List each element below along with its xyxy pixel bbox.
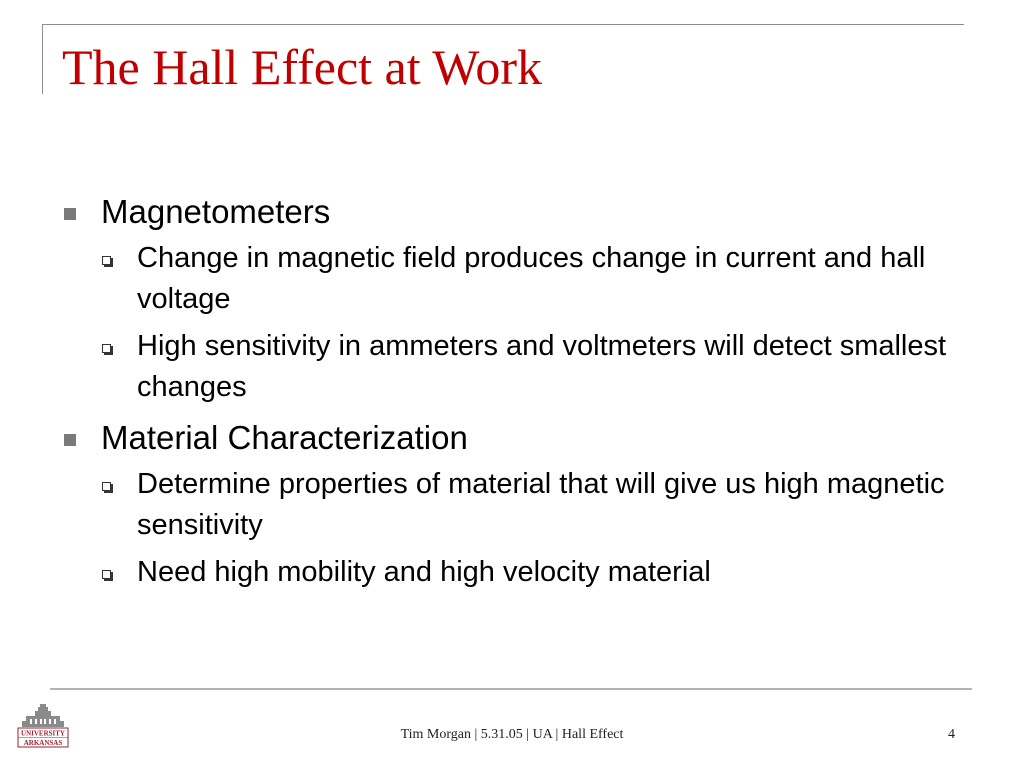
bullet-item: [62, 414, 962, 462]
hollow-square-bullet-icon: [102, 570, 111, 579]
sub-bullet-text: Need high mobility and high velocity material: [137, 556, 711, 588]
sub-bullet-text: Change in magnetic field produces change in current and hall voltage: [137, 242, 926, 315]
frame-top-rule: [42, 24, 964, 25]
hollow-square-bullet-icon: [102, 344, 111, 353]
bullet-text: Magnetometers: [101, 193, 331, 230]
bullet-text: Material Characterization: [101, 419, 468, 456]
sub-bullet-item: [62, 326, 962, 408]
sub-bullet-item: [62, 464, 962, 546]
frame-left-rule: [42, 24, 43, 94]
logo-line2: ARKANSAS: [23, 739, 63, 747]
logo-line1: UNIVERSITY: [21, 729, 65, 738]
sub-bullet-item: [62, 238, 962, 320]
hollow-square-bullet-icon: [102, 256, 111, 265]
bullet-item: [62, 188, 962, 236]
footer-rule: [50, 688, 972, 690]
hollow-square-bullet-icon: [102, 482, 111, 491]
sub-bullet-text: High sensitivity in ammeters and voltmeters will detect smallest changes: [137, 330, 947, 403]
page-number: 4: [948, 727, 955, 742]
square-bullet-icon: [64, 434, 76, 446]
slide-title: The Hall Effect at Work: [62, 39, 543, 95]
bullet-list: [62, 188, 962, 599]
sub-bullet-item: [62, 552, 962, 593]
sub-bullet-text: Determine properties of material that will give us high magnetic sensitivity: [137, 468, 945, 541]
footer-text: Tim Morgan | 5.31.05 | UA | Hall Effect: [400, 727, 624, 742]
square-bullet-icon: [64, 208, 76, 220]
